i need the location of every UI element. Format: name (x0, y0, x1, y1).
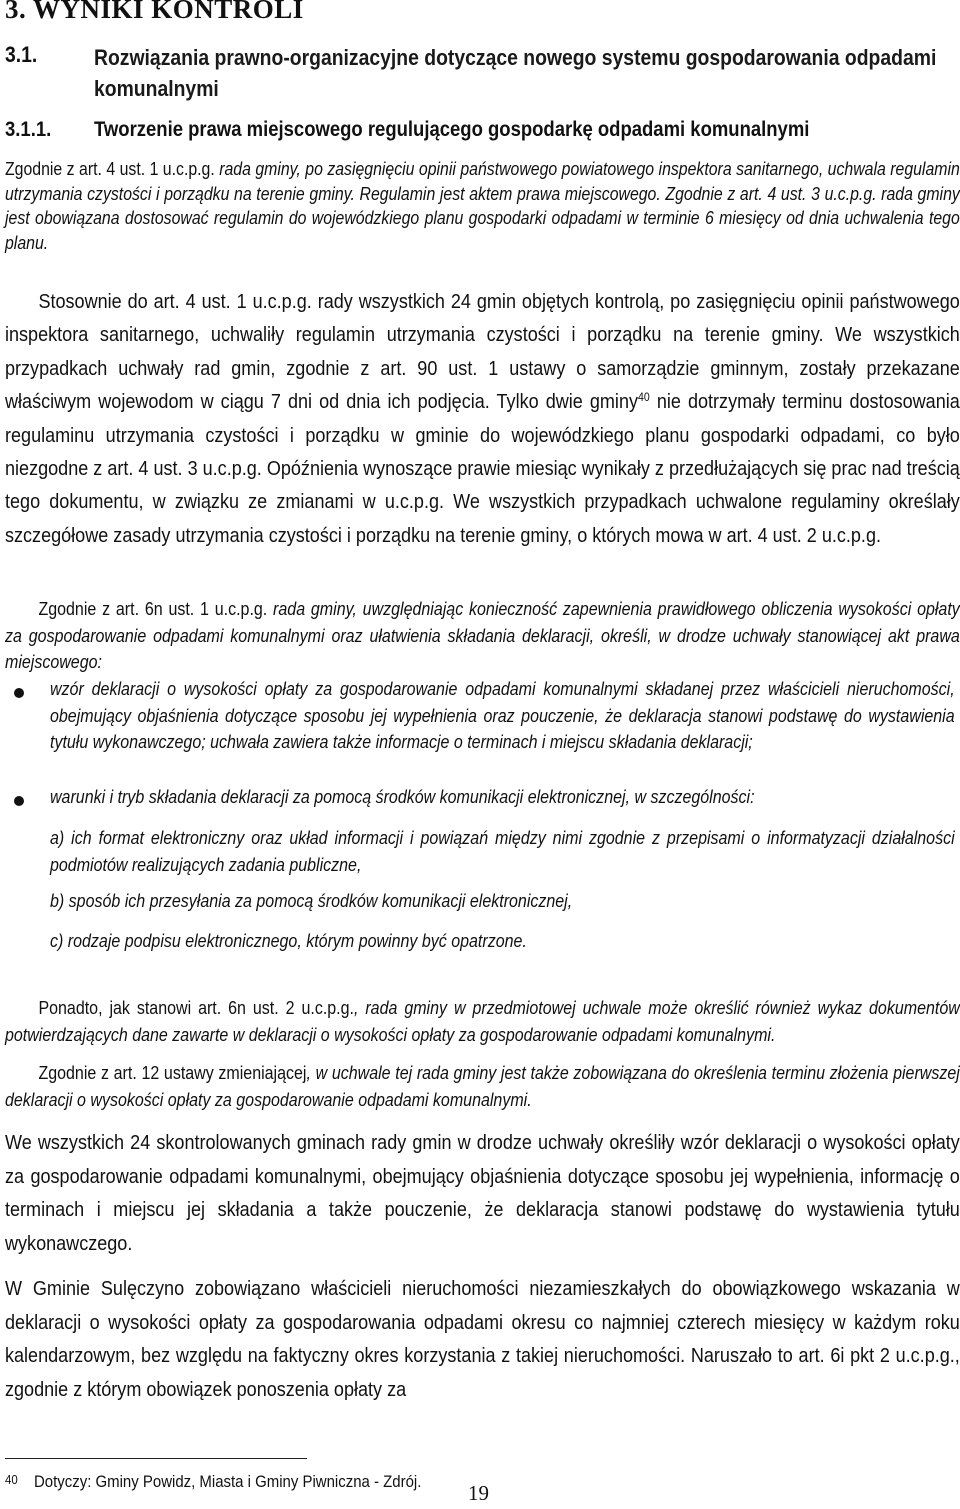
paragraph-sulęczyno: W Gminie Sulęczyno zobowiązano właścicieli nieruchomości niezamieszkałych do obowiązkowego wskazania w deklaracji o wysokości opłaty za gospodarowania odpadami okresu co najmniej czterech miesięcy w każdym roku kalendarzowym, bez względu na faktyczny okres korzystania z takiej nieruchomości. Naruszało to art. 6i pkt 2 u.c.p.g., zgodnie z którym obowiązek ponoszenia opłaty za (5, 1277, 960, 1401)
footnote-number: 40 (5, 1472, 18, 1487)
paragraph-declaration-law (5, 596, 960, 676)
paragraph-findings-declaration: We wszystkich 24 skontrolowanych gminach rady gmin w drodze uchwały określiły wzór deklaracji o wysokości opłaty za gospodarowanie odpadami komunalnymi, obejmujący objaśnienia dotyczące sposobu jej wypełnienia, informację o terminach i miejscu jej składania a także pouczenie, że deklaracja stanowi podstawę do wystawienia tytułu wykonawczego. (5, 1131, 960, 1255)
paragraph-start: Ponadto, jak stanowi art. 6n ust. 2 u.c.p.g. (38, 998, 354, 1018)
paragraph-start: Zgodnie z art. 6n ust. 1 u.c.p.g. (38, 599, 268, 619)
sub-list-item: b) sposób ich przesyłania za pomocą środków komunikacji elektronicznej, (50, 891, 573, 911)
subsection-heading: Tworzenie prawa miejscowego regulującego gospodarkę odpadami komunalnymi (94, 118, 810, 141)
paragraph-text: Stosownie do art. 4 ust. 1 u.c.p.g. rady wszystkich 24 gmin objętych kontrolą, po zasięgnięciu opinii państwowego inspektora sanitarnego, uchwaliły regulamin utrzymania czystości i porządku na terenie gminy. We wszystkich przypadkach uchwały rad gmin, zgodnie z art. 90 ust. 1 ustawy o samorządzie gminnym, zostały przekazane właściwym wojewodom w ciągu 7 dni od dnia ich podjęcia. Tylko dwie gminy (5, 290, 960, 414)
paragraph-italic: , w uchwale tej rada gminy jest także zobowiązana do określenia terminu złożenia pierwszej deklaracji o wysokości opłaty za gospodarowanie odpadami komunalnymi. (5, 1063, 960, 1110)
footnote-separator (5, 1458, 307, 1459)
page-number: 19 (468, 1481, 489, 1505)
paragraph-italic: , rada gminy w przedmiotowej uchwale może określić również wykaz dokumentów potwierdzających dane zawarte w deklaracji o wysokości opłaty za gospodarowanie odpadami komunalnymi. (5, 998, 960, 1045)
bullet-icon (14, 796, 24, 806)
paragraph-italic: rada gminy, uwzględniając konieczność zapewnienia prawidłowego obliczenia wysokości opłaty za gospodarowanie odpadami komunalnymi oraz ułatwienia składania deklaracji, określi, w drodze uchwały stanowiącej akt prawa miejscowego: (5, 599, 960, 672)
footnote-text: Dotyczy: Gminy Powidz, Miasta i Gminy Piwniczna - Zdrój. (34, 1472, 422, 1491)
chapter-heading: 3. WYNIKI KONTROLI (5, 0, 304, 24)
paragraph-findings-regulamin (5, 285, 960, 552)
paragraph-start: Zgodnie z art. 4 ust. 1 u.c.p.g. (5, 159, 215, 179)
sub-list-item: a) ich format elektroniczny oraz układ informacji i powiązań między nimi zgodnie z przepisami o informatyzacji działalności podmiotów realizujących zadania publiczne, (50, 828, 955, 875)
paragraph-text-cont: nie dotrzymały terminu dostosowania regulaminu utrzymania czystości i porządku w gminie do wojewódzkiego planu gospodarki odpadami, co było niezgodne z art. 4 ust. 3 u.c.p.g. Opóźnienia wynoszące prawie miesiąc wynikały z przedłużających się prac nad treścią tego dokumentu, w związku ze zmianami w u.c.p.g. We wszystkich przypadkach uchwalone regulaminy określały szczegółowe zasady utrzymania czystości i porządku na terenie gminy, o których mowa w art. 4 ust. 2 u.c.p.g. (5, 390, 960, 547)
paragraph-italic: rada gminy, po zasięgnięciu opinii państwowego powiatowego inspektora sanitarnego, uchwala regulamin utrzymania czystości i porządku na terenie gminy. Regulamin jest aktem prawa miejscowego. Zgodnie z art. 4 ust. 3 u.c.p.g. rada gminy jest obowiązana dostosować regulamin do wojewódzkiego planu gospodarki odpadami w terminie 6 miesięcy od dnia uchwalenia tego planu. (5, 159, 960, 253)
bullet-icon (14, 688, 24, 698)
section-number: 3.1. (5, 42, 38, 67)
sub-list-item: c) rodzaje podpisu elektronicznego, którym powinny być opatrzone. (50, 931, 527, 951)
paragraph-document-list (5, 995, 960, 1048)
list-item: warunki i tryb składania deklaracji za pomocą środków komunikacji elektronicznej, w szczególności: (50, 787, 755, 807)
footnote-reference[interactable]: 40 (637, 390, 650, 405)
list-item: wzór deklaracji o wysokości opłaty za gospodarowanie odpadami komunalnymi składanej przez właścicieli nieruchomości, obejmujący objaśnienia dotyczące sposobu jej wypełnienia oraz pouczenie, że deklaracja stanowi podstawę do wystawienia tytułu wykonawczego; uchwała zawiera także informacje o terminach i miejscu składania deklaracji; (50, 679, 955, 752)
paragraph-first-declaration (5, 1060, 960, 1113)
section-heading: Rozwiązania prawno-organizacyjne dotyczące nowego systemu gospodarowania odpadami komunalnymi (94, 45, 937, 101)
paragraph-regulamin-law (5, 157, 960, 255)
paragraph-start: Zgodnie z art. 12 ustawy zmieniającej (38, 1063, 307, 1083)
subsection-number: 3.1.1. (5, 118, 52, 141)
